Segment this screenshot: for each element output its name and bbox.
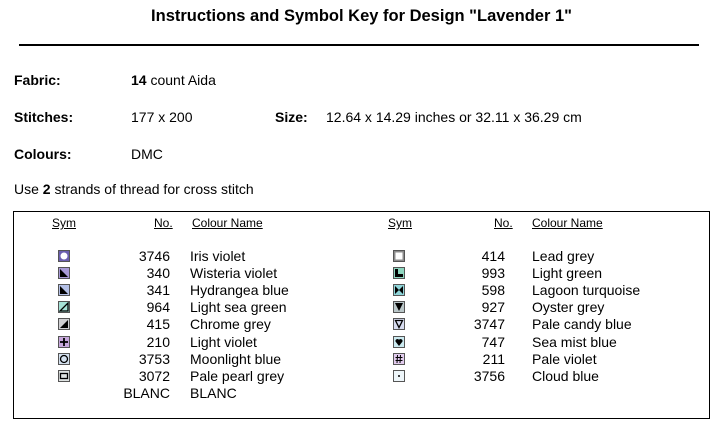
size-label: Size:: [275, 109, 308, 125]
dmc-number: 3756: [473, 367, 505, 384]
colour-name: Iris violet: [190, 248, 246, 264]
header-name-right: Colour Name: [532, 216, 603, 230]
dmc-number: 210: [146, 333, 170, 350]
hollow-square-icon: [393, 250, 405, 262]
colour-name: Wisteria violet: [190, 265, 278, 282]
key-row-right: [14, 265, 709, 282]
strands-instruction: [14, 181, 254, 197]
dmc-number: 414: [481, 248, 505, 264]
colour-name: Sea mist blue: [532, 333, 617, 350]
colour-name: Cloud blue: [532, 367, 599, 384]
fabric-value: [131, 72, 216, 88]
stitches-label: Stitches:: [14, 109, 74, 125]
dmc-number: 415: [146, 316, 170, 333]
fabric-count: 14: [131, 72, 147, 88]
colour-name: Chrome grey: [190, 316, 271, 333]
key-row-right: [14, 299, 709, 316]
blank-icon: [58, 387, 70, 399]
header-sym-left: Sym: [52, 216, 76, 230]
heart-icon: [393, 336, 405, 348]
colour-name: Light green: [532, 265, 603, 282]
colour-name: Light violet: [190, 333, 257, 350]
dmc-number: BLANC: [123, 384, 170, 401]
colour-name: BLANC: [190, 384, 237, 401]
colours-value: DMC: [131, 146, 163, 162]
dmc-number: 341: [146, 282, 170, 299]
page-title: Instructions and Symbol Key for Design "Lavender 1": [151, 7, 572, 25]
symbol-key-table: [13, 211, 710, 419]
strands-suffix: strands of thread for cross stitch: [50, 181, 254, 197]
colours-label: Colours:: [14, 146, 72, 162]
key-row-right: [14, 351, 709, 368]
dmc-number: 598: [481, 282, 505, 299]
colour-name: Oyster grey: [532, 299, 605, 316]
colour-name: Hydrangea blue: [190, 282, 289, 299]
dmc-number: 747: [481, 333, 505, 350]
dmc-number: 3072: [138, 367, 170, 384]
strands-count: 2: [42, 181, 51, 197]
dmc-number: 927: [481, 299, 505, 316]
key-row-left: [14, 385, 709, 402]
header-sym-right: Sym: [388, 216, 412, 230]
dmc-number: 3746: [138, 248, 170, 264]
dmc-number: 3747: [473, 316, 505, 333]
colour-name: Pale candy blue: [532, 316, 632, 333]
colour-name: Lagoon turquoise: [532, 282, 641, 299]
dmc-number: 3753: [138, 350, 170, 367]
triangle-down-icon: [393, 301, 405, 313]
header-no-right: No.: [494, 216, 513, 230]
size-value: 12.64 x 14.29 inches or 32.11 x 36.29 cm: [326, 109, 582, 125]
colour-name: Light sea green: [190, 299, 287, 316]
colour-name: Pale violet: [532, 350, 597, 367]
dmc-number: 340: [146, 265, 170, 282]
hash-icon: [393, 353, 405, 365]
dmc-number: 211: [482, 350, 505, 367]
title-rule: [19, 44, 699, 46]
colour-name: Moonlight blue: [190, 350, 282, 367]
key-row-right: [14, 316, 709, 333]
colour-name: Pale pearl grey: [190, 367, 285, 384]
dmc-number: 964: [146, 299, 170, 316]
key-row-right: [14, 368, 709, 385]
key-row-right: [14, 248, 709, 265]
key-row-right: [14, 334, 709, 351]
strands-prefix: Use: [14, 181, 43, 197]
fabric-type: count Aida: [146, 72, 216, 88]
l-shape-icon: [393, 267, 405, 279]
stitches-value: 177 x 200: [131, 109, 193, 125]
key-row-right: [14, 282, 709, 299]
dot-icon: [393, 370, 405, 382]
fabric-label: Fabric:: [14, 72, 61, 88]
header-name-left: Colour Name: [192, 216, 263, 230]
dmc-number: 993: [481, 265, 505, 282]
header-no-left: No.: [154, 216, 173, 230]
colour-name: Lead grey: [532, 248, 595, 264]
bowtie-icon: [393, 284, 405, 296]
triangle-down-outline-icon: [393, 318, 405, 330]
